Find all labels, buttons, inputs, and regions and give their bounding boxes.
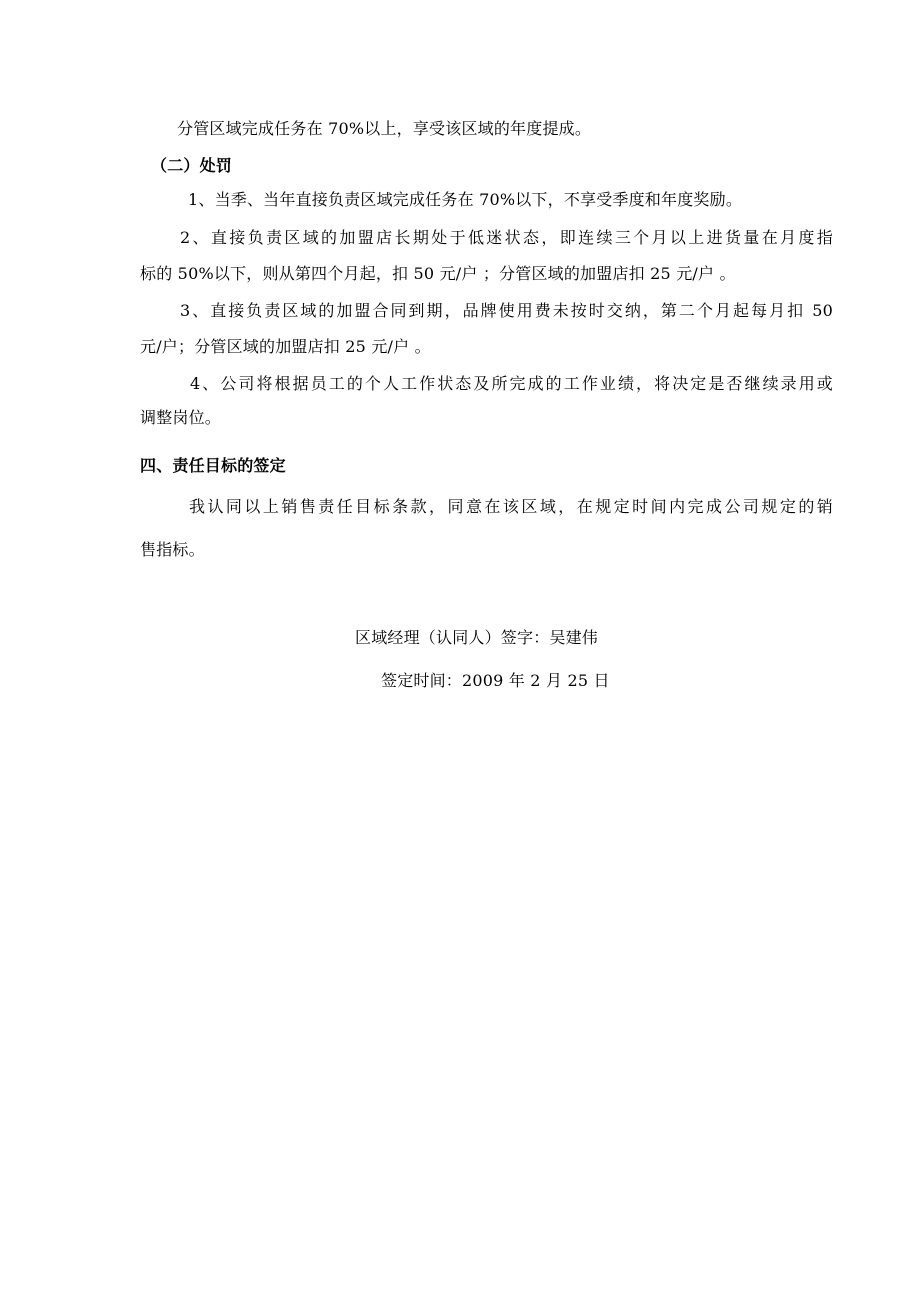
agreement-line-2: 售指标。: [140, 540, 205, 559]
penalty-item-2-line-1: 2、直接负责区域的加盟店长期处于低迷状态，即连续三个月以上进货量在月度指: [180, 228, 833, 247]
reward-annual-line: 分管区域完成任务在 70%以上，享受该区域的年度提成。: [177, 119, 592, 138]
section-4-heading: 四、责任目标的签定: [140, 456, 286, 475]
penalty-item-1: 1、当季、当年直接负责区域完成任务在 70%以下，不享受季度和年度奖励。: [188, 190, 743, 209]
penalty-item-4-line-1: 4、公司将根据员工的个人工作状态及所完成的工作业绩，将决定是否继续录用或: [190, 374, 833, 393]
signature-line: 区域经理（认同人）签字：吴建伟: [355, 628, 599, 647]
penalty-item-3-line-2: 元/户；分管区域的加盟店扣 25 元/户 。: [140, 337, 431, 356]
penalty-item-4-line-2: 调整岗位。: [140, 408, 222, 427]
agreement-line-1: 我认同以上销售责任目标条款，同意在该区域，在规定时间内完成公司规定的销: [189, 497, 833, 516]
sign-date-line: 签定时间：2009 年 2 月 25 日: [381, 671, 610, 690]
penalty-heading: （二）处罚: [151, 156, 233, 175]
penalty-item-2-line-2: 标的 50%以下，则从第四个月起，扣 50 元/户 ；分管区域的加盟店扣 25 元/户 。: [140, 264, 736, 283]
penalty-item-3-line-1: 3、直接负责区域的加盟合同到期，品牌使用费未按时交纳，第二个月起每月扣 50: [180, 301, 833, 320]
